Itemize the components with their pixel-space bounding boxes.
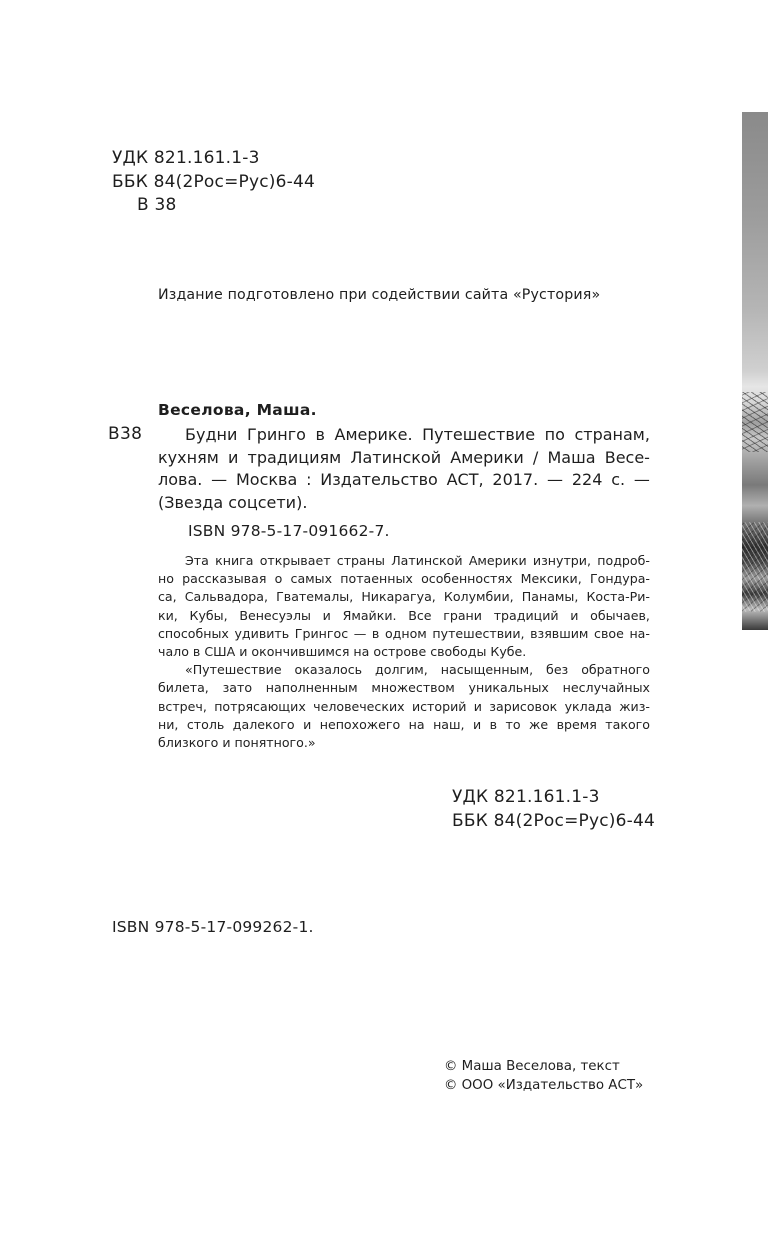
classification-codes-top [112, 147, 315, 218]
biblio-line: (Звезда соцсети). [158, 492, 308, 512]
main-isbn: ISBN 978-5-17-099262-1. [112, 918, 314, 936]
annotation-line: близкого и понятного.» [158, 735, 316, 751]
annotation-line: са, Сальвадора, Гватемалы, Никарагуа, Колумбии, Панамы, Коста-Ри- [158, 589, 650, 605]
tree-branches-texture [742, 392, 768, 452]
bibliographic-description [158, 424, 650, 514]
annotation-line: встреч, потрясающих человеческих историй и зарисовок уклада жиз- [158, 698, 650, 714]
author-mark: В 38 [137, 195, 177, 215]
cover-photo-strip [742, 112, 768, 630]
grass-texture [742, 522, 768, 612]
annotation-line: билета, зато наполненным множеством уникальных неслучайных [158, 680, 650, 696]
annotation-line: «Путешествие оказалось долгим, насыщенным, без обратного [185, 662, 650, 678]
biblio-line: лова. — Москва : Издательство АСТ, 2017. — 224 с. — [158, 470, 650, 489]
udk-code: УДК 821.161.1-3 [452, 787, 600, 807]
annotation-line: Эта книга открывает страны Латинской Америки изнутри, подроб- [185, 553, 650, 568]
copyright-line: © Маша Веселова, текст [444, 1059, 620, 1074]
annotation [158, 552, 650, 752]
copyright-line: © ООО «Издательство АСТ» [444, 1078, 644, 1093]
annotation-line: способных удивить Грингос — в одном путешествии, взявшим свое на- [158, 625, 650, 641]
annotation-line: ни, столь далекого и непохожего на наш, и в то же время такого [158, 716, 650, 732]
card-isbn: ISBN 978-5-17-091662-7. [188, 522, 390, 540]
card-author-mark: В38 [108, 424, 143, 444]
classification-codes-bottom [452, 786, 655, 833]
annotation-line: чало в США и окончившимся на острове свободы Кубе. [158, 644, 527, 660]
annotation-line: но рассказывая о самых потаенных особенностях Мексики, Гондура- [158, 571, 650, 587]
biblio-line: Будни Гринго в Америке. Путешествие по странам, [185, 425, 650, 444]
credit-line: Издание подготовлено при содействии сайта «Рустория» [158, 287, 601, 303]
biblio-line: кухням и традициям Латинской Америки / Маша Весе- [158, 447, 650, 467]
udk-code: УДК 821.161.1-3 [112, 148, 260, 168]
bbk-code: ББК 84(2Рос=Рус)6-44 [112, 171, 315, 192]
bbk-code: ББК 84(2Рос=Рус)6-44 [452, 810, 655, 831]
author-heading: Веселова, Маша. [158, 401, 317, 419]
annotation-line: ки, Кубы, Венесуэлы и Ямайки. Все грани традиций и обычаев, [158, 607, 650, 623]
copyright-notice [444, 1057, 643, 1095]
